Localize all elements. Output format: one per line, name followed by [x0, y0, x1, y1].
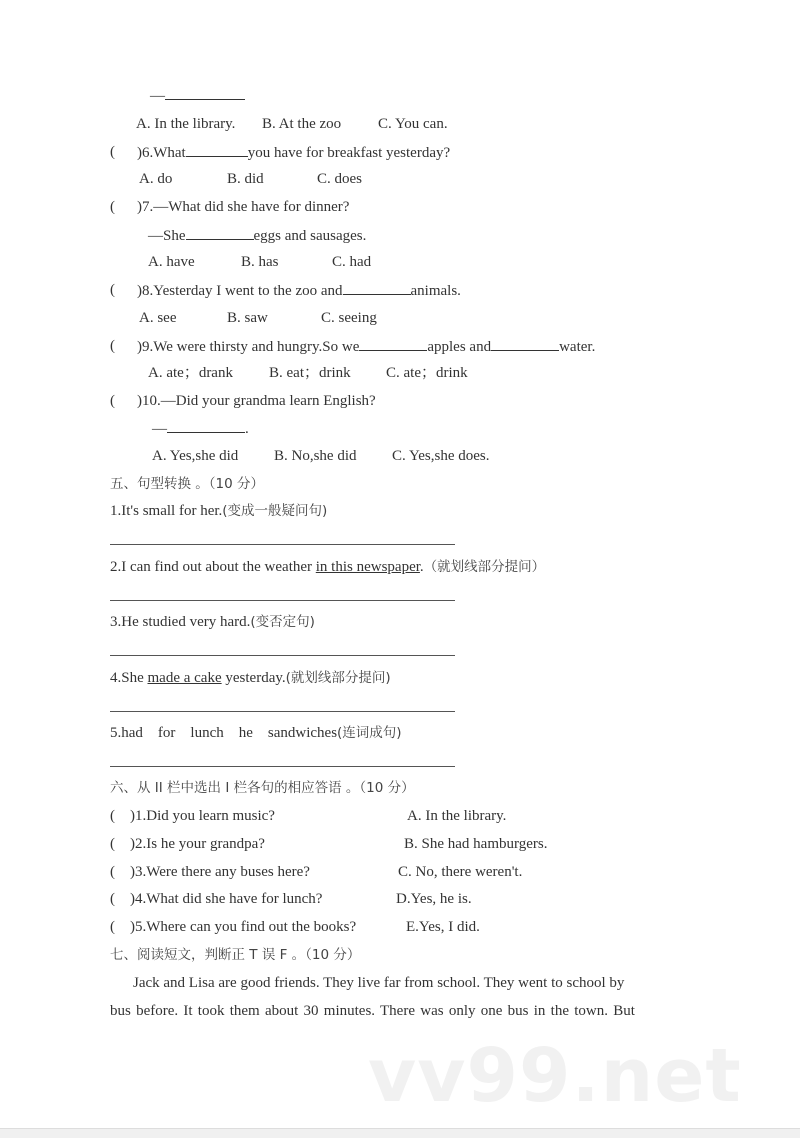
sec5-item-3: 3.He studied very hard.(变否定句)	[110, 614, 315, 630]
q5-option-b: B. At the zoo	[262, 116, 342, 132]
q6-option-b: B. did	[227, 171, 264, 187]
q6-option-a: A. do	[139, 171, 173, 187]
q6-paren: (	[110, 144, 115, 160]
sec6-question: ( )5.Where can you find out the books?	[110, 919, 357, 935]
sec6-question: ( )4.What did she have for lunch?	[110, 891, 323, 907]
q9-question: )9.We were thirsty and hungry.So we apples and water.	[137, 339, 596, 355]
sec6-question: ( )1.Did you learn music?	[110, 808, 275, 824]
q5-option-a: A. In the library.	[136, 116, 236, 132]
sec6-answer: C. No, there weren't.	[398, 864, 523, 880]
answer-line[interactable]	[110, 655, 455, 656]
q9-option-b: B. eat；drink	[269, 365, 351, 381]
q10-question: )10.—Did your grandma learn English?	[137, 393, 376, 409]
q7-option-b: B. has	[241, 254, 279, 270]
q7-answer: —She eggs and sausages.	[148, 228, 367, 244]
section5-title: 五、句型转换 。（10 分）	[110, 476, 265, 492]
passage-line: Jack and Lisa are good friends. They live far from school. They went to school by	[133, 975, 625, 991]
answer-line[interactable]	[110, 600, 455, 601]
passage-line: bus before. It took them about 30 minutes. There was only one bus in the town. But	[110, 1003, 635, 1019]
sec5-item-5: 5.had for lunch he sandwiches(连词成句)	[110, 725, 402, 741]
answer-line[interactable]	[110, 711, 455, 712]
q6-option-c: C. does	[317, 171, 362, 187]
q7-option-a: A. have	[148, 254, 195, 270]
q8-option-c: C. seeing	[321, 310, 377, 326]
q9-option-a: A. ate；drank	[148, 365, 233, 381]
sec6-answer: D.Yes, he is.	[396, 891, 472, 907]
q7-option-c: C. had	[332, 254, 372, 270]
q8-paren: (	[110, 282, 115, 298]
q8-option-b: B. saw	[227, 310, 268, 326]
q9-option-c: C. ate；drink	[386, 365, 468, 381]
sec5-item-2: 2.I can find out about the weather in this newspaper.（就划线部分提问）	[110, 559, 546, 575]
answer-line[interactable]	[110, 766, 455, 767]
q8-question: )8.Yesterday I went to the zoo and animals.	[137, 283, 461, 299]
q7-question: )7.—What did she have for dinner?	[137, 199, 350, 215]
q5-answer-line: —	[150, 86, 245, 105]
sec6-answer: E.Yes, I did.	[406, 919, 480, 935]
sec5-item-4: 4.She made a cake yesterday.(就划线部分提问)	[110, 670, 391, 686]
q10-option-a: A. Yes,she did	[152, 448, 239, 464]
section7-title: 七、阅读短文，判断正 T 误 F 。（10 分）	[110, 947, 361, 963]
q10-answer-line: — .	[152, 421, 249, 437]
watermark: vv99.net	[368, 1033, 742, 1119]
q9-paren: (	[110, 338, 115, 354]
q8-option-a: A. see	[139, 310, 177, 326]
q10-option-b: B. No,she did	[274, 448, 357, 464]
q6-question: )6.What you have for breakfast yesterday?	[137, 145, 451, 161]
sec6-question: ( )3.Were there any buses here?	[110, 864, 310, 880]
section6-title: 六、从 II 栏中选出 I 栏各句的相应答语 。（10 分）	[110, 780, 415, 796]
q10-option-c: C. Yes,she does.	[392, 448, 490, 464]
sec6-answer: B. She had hamburgers.	[404, 836, 548, 852]
sec6-answer: A. In the library.	[407, 808, 507, 824]
answer-line[interactable]	[110, 544, 455, 545]
q5-option-c: C. You can.	[378, 116, 448, 132]
q10-paren: (	[110, 393, 115, 409]
sec5-item-1: 1.It's small for her.(变成一般疑问句)	[110, 503, 328, 519]
q7-paren: (	[110, 199, 115, 215]
sec6-question: ( )2.Is he your grandpa?	[110, 836, 265, 852]
